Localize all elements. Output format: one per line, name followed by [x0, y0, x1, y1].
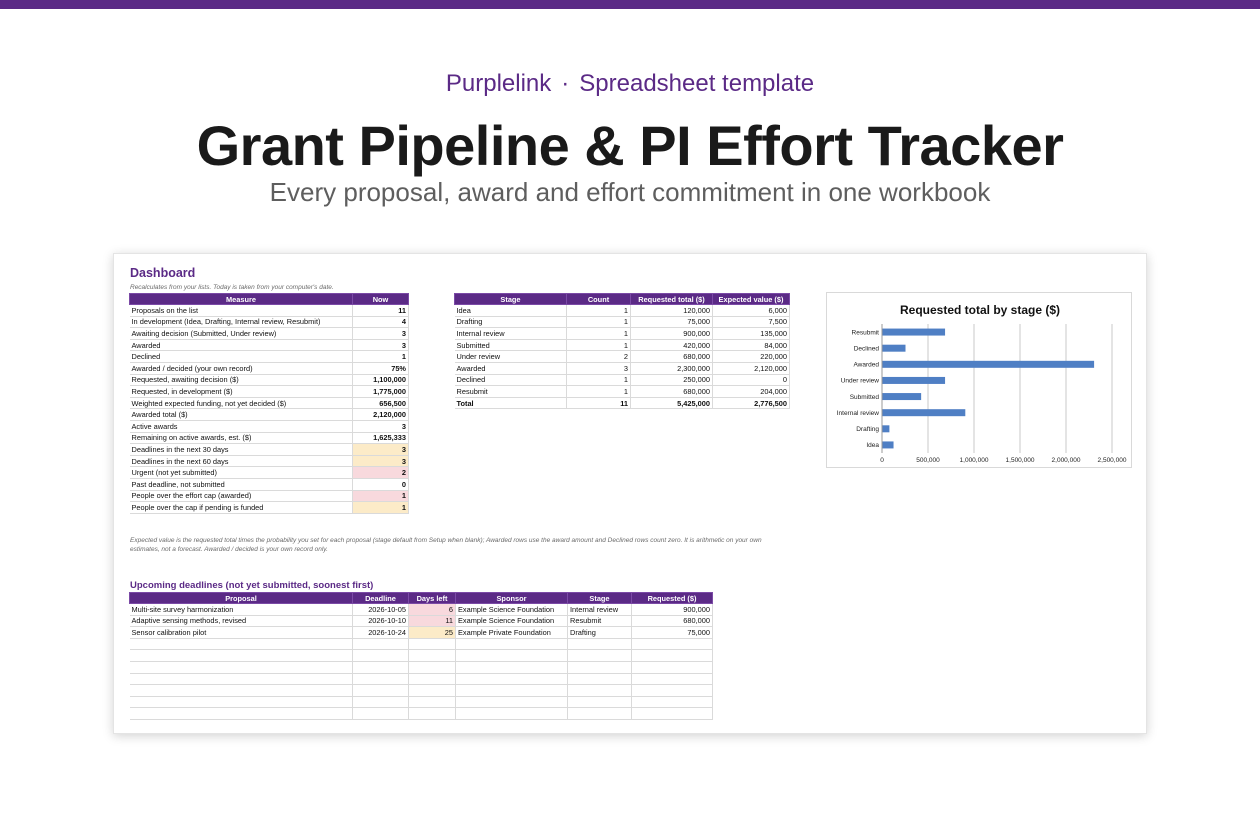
table-row	[130, 316, 409, 328]
value-cell[interactable]: 75%	[353, 362, 409, 374]
stage-cell[interactable]: Drafting	[455, 316, 567, 328]
deadline-cell[interactable]: 2026-10-24	[353, 627, 409, 639]
requested-cell[interactable]: 250,000	[631, 374, 713, 386]
empty-cell[interactable]	[130, 661, 353, 673]
value-cell[interactable]: 1	[353, 490, 409, 502]
top-accent-bar	[0, 0, 1260, 9]
column-header-requested-total[interactable]: Requested total ($)	[631, 294, 713, 305]
measure-cell[interactable]: Proposals on the list	[130, 305, 353, 317]
empty-row	[130, 696, 713, 708]
empty-cell[interactable]	[130, 696, 353, 708]
empty-cell[interactable]	[568, 638, 632, 650]
upcoming-deadlines-title: Upcoming deadlines (not yet submitted, soonest first)	[130, 580, 374, 591]
requested-by-stage-chart[interactable]	[826, 292, 1132, 468]
measure-cell[interactable]: Deadlines in the next 30 days	[130, 444, 353, 456]
empty-cell[interactable]	[353, 696, 409, 708]
expected-cell[interactable]: 7,500	[713, 316, 790, 328]
measure-cell[interactable]: Awarded total ($)	[130, 409, 353, 421]
y-category-label: Internal review	[836, 409, 879, 417]
count-cell[interactable]: 1	[567, 374, 631, 386]
page-title: Grant Pipeline & PI Effort Tracker	[196, 114, 1064, 177]
stage-cell[interactable]: Submitted	[455, 339, 567, 351]
table-row	[455, 351, 790, 363]
upcoming-deadlines-table	[129, 592, 713, 720]
table-row	[130, 478, 409, 490]
y-category-label: Drafting	[856, 426, 879, 434]
column-header-proposal[interactable]: Proposal	[130, 593, 353, 604]
count-cell[interactable]: 2	[567, 351, 631, 363]
expected-cell[interactable]: 135,000	[713, 328, 790, 340]
requested-cell[interactable]: 420,000	[631, 339, 713, 351]
days-left-cell[interactable]: 11	[409, 615, 456, 627]
table-row	[130, 615, 713, 627]
empty-cell[interactable]	[130, 673, 353, 685]
empty-cell[interactable]	[568, 685, 632, 697]
table-row	[130, 374, 409, 386]
expected-cell[interactable]: 204,000	[713, 386, 790, 398]
bar[interactable]	[883, 377, 946, 384]
measure-cell[interactable]: Past deadline, not submitted	[130, 478, 353, 490]
empty-cell[interactable]	[456, 650, 568, 662]
bar[interactable]	[883, 425, 890, 432]
empty-cell[interactable]	[130, 650, 353, 662]
bar[interactable]	[883, 345, 906, 352]
table-row	[130, 432, 409, 444]
empty-cell[interactable]	[632, 638, 713, 650]
requested-cell[interactable]: 75,000	[632, 627, 713, 639]
value-cell[interactable]: 1,100,000	[353, 374, 409, 386]
value-cell[interactable]: 3	[353, 339, 409, 351]
value-cell[interactable]: 1,625,333	[353, 432, 409, 444]
total-row	[455, 397, 790, 409]
table-row	[455, 305, 790, 317]
total-count-cell[interactable]: 11	[567, 397, 631, 409]
stage-cell[interactable]: Idea	[455, 305, 567, 317]
table-row	[130, 305, 409, 317]
empty-cell[interactable]	[568, 696, 632, 708]
total-stage-cell[interactable]: Total	[455, 397, 567, 409]
value-cell[interactable]: 4	[353, 316, 409, 328]
measure-cell[interactable]: Awarded	[130, 339, 353, 351]
brand-line	[0, 70, 1260, 98]
table-row	[130, 328, 409, 340]
x-tick-label: 500,000	[916, 457, 940, 464]
x-tick-label: 1,500,000	[1005, 457, 1035, 464]
stage-table	[454, 293, 790, 409]
days-left-cell[interactable]: 6	[409, 604, 456, 616]
bar[interactable]	[883, 361, 1095, 368]
proposal-cell[interactable]: Multi-site survey harmonization	[130, 604, 353, 616]
empty-row	[130, 708, 713, 720]
value-cell[interactable]: 1,775,000	[353, 386, 409, 398]
value-cell[interactable]: 1	[353, 351, 409, 363]
y-category-label: Awarded	[853, 361, 879, 369]
table-row	[130, 444, 409, 456]
requested-cell[interactable]: 120,000	[631, 305, 713, 317]
deadline-cell[interactable]: 2026-10-10	[353, 615, 409, 627]
requested-cell[interactable]: 680,000	[632, 615, 713, 627]
stage-cell[interactable]: Awarded	[455, 362, 567, 374]
table-row	[130, 490, 409, 502]
count-cell[interactable]: 1	[567, 386, 631, 398]
value-cell[interactable]: 2,120,000	[353, 409, 409, 421]
y-category-label: Declined	[853, 345, 879, 353]
bar[interactable]	[883, 441, 894, 448]
requested-cell[interactable]: 2,300,000	[631, 362, 713, 374]
empty-cell[interactable]	[632, 685, 713, 697]
count-cell[interactable]: 1	[567, 328, 631, 340]
empty-row	[130, 673, 713, 685]
value-cell[interactable]: 656,500	[353, 397, 409, 409]
table-row	[455, 386, 790, 398]
empty-cell[interactable]	[353, 685, 409, 697]
empty-cell[interactable]	[632, 696, 713, 708]
empty-cell[interactable]	[456, 696, 568, 708]
requested-cell[interactable]: 900,000	[632, 604, 713, 616]
requested-cell[interactable]: 75,000	[631, 316, 713, 328]
column-header-now[interactable]: Now	[353, 294, 409, 305]
measure-cell[interactable]: Remaining on active awards, est. ($)	[130, 432, 353, 444]
expected-value-footnote: Expected value is the requested total times the probability you set for each proposal (stage default from Setup when blank); Awarded rows use the award amount and Declined rows count zero. It is arithmetic on your own estimates, not a forecast. Awarded / decided is your own record only.	[130, 537, 762, 553]
empty-cell[interactable]	[409, 673, 456, 685]
empty-cell[interactable]	[632, 708, 713, 720]
empty-row	[130, 661, 713, 673]
x-tick-label: 0	[880, 457, 884, 464]
brand-kind: Spreadsheet template	[579, 70, 815, 97]
empty-cell[interactable]	[353, 650, 409, 662]
total-requested-cell[interactable]: 5,425,000	[631, 397, 713, 409]
table-row	[130, 604, 713, 616]
empty-cell[interactable]	[568, 661, 632, 673]
empty-cell[interactable]	[353, 673, 409, 685]
empty-cell[interactable]	[456, 661, 568, 673]
value-cell[interactable]: 1	[353, 502, 409, 514]
stage-cell[interactable]: Drafting	[568, 627, 632, 639]
empty-cell[interactable]	[456, 708, 568, 720]
sponsor-cell[interactable]: Example Private Foundation	[456, 627, 568, 639]
measure-cell[interactable]: Urgent (not yet submitted)	[130, 467, 353, 479]
measure-cell[interactable]: Awarded / decided (your own record)	[130, 362, 353, 374]
table-row	[130, 386, 409, 398]
table-row	[455, 339, 790, 351]
column-header-stage[interactable]: Stage	[455, 294, 567, 305]
table-row	[130, 467, 409, 479]
page-subtitle: Every proposal, award and effort commitment in one workbook	[269, 177, 991, 207]
bar[interactable]	[883, 409, 966, 416]
table-row	[130, 627, 713, 639]
expected-cell[interactable]: 0	[713, 374, 790, 386]
brand-separator: ·	[561, 70, 570, 97]
empty-cell[interactable]	[130, 638, 353, 650]
empty-cell[interactable]	[632, 650, 713, 662]
bar[interactable]	[883, 393, 922, 400]
empty-row	[130, 685, 713, 697]
value-cell[interactable]: 11	[353, 305, 409, 317]
empty-cell[interactable]	[409, 661, 456, 673]
value-cell[interactable]: 3	[353, 444, 409, 456]
table-row	[455, 328, 790, 340]
empty-cell[interactable]	[456, 685, 568, 697]
requested-cell[interactable]: 680,000	[631, 386, 713, 398]
column-header-days-left[interactable]: Days left	[409, 593, 456, 604]
empty-row	[130, 650, 713, 662]
measure-cell[interactable]: People over the effort cap (awarded)	[130, 490, 353, 502]
value-cell[interactable]: 3	[353, 455, 409, 467]
sponsor-cell[interactable]: Example Science Foundation	[456, 615, 568, 627]
table-row	[455, 316, 790, 328]
bar[interactable]	[883, 329, 946, 336]
empty-cell[interactable]	[409, 696, 456, 708]
table-row	[455, 362, 790, 374]
dashboard-note: Recalculates from your lists. Today is taken from your computer's date.	[130, 284, 334, 291]
bar-chart-svg	[827, 293, 1133, 469]
expected-cell[interactable]: 6,000	[713, 305, 790, 317]
expected-cell[interactable]: 2,120,000	[713, 362, 790, 374]
value-cell[interactable]: 3	[353, 420, 409, 432]
empty-cell[interactable]	[456, 638, 568, 650]
stage-cell[interactable]: Internal review	[568, 604, 632, 616]
table-row	[130, 502, 409, 514]
expected-cell[interactable]: 220,000	[713, 351, 790, 363]
empty-cell[interactable]	[568, 650, 632, 662]
measure-cell[interactable]: Requested, in development ($)	[130, 386, 353, 398]
empty-cell[interactable]	[409, 685, 456, 697]
y-category-label: Submitted	[849, 393, 879, 401]
empty-cell[interactable]	[353, 661, 409, 673]
x-tick-label: 2,000,000	[1051, 457, 1081, 464]
column-header-stage[interactable]: Stage	[568, 593, 632, 604]
table-row	[130, 420, 409, 432]
empty-cell[interactable]	[353, 638, 409, 650]
empty-cell[interactable]	[632, 661, 713, 673]
table-row	[130, 397, 409, 409]
x-tick-label: 1,000,000	[959, 457, 989, 464]
measure-cell[interactable]: Requested, awaiting decision ($)	[130, 374, 353, 386]
x-tick-label: 2,500,000	[1097, 457, 1127, 464]
empty-cell[interactable]	[130, 708, 353, 720]
measure-cell[interactable]: In development (Idea, Drafting, Internal review, Resubmit)	[130, 316, 353, 328]
days-left-cell[interactable]: 25	[409, 627, 456, 639]
chart-title: Requested total by stage ($)	[899, 303, 1061, 317]
stage-cell[interactable]: Internal review	[455, 328, 567, 340]
column-header-measure[interactable]: Measure	[130, 294, 353, 305]
column-header-count[interactable]: Count	[567, 294, 631, 305]
count-cell[interactable]: 1	[567, 339, 631, 351]
measure-cell[interactable]: Deadlines in the next 60 days	[130, 455, 353, 467]
sponsor-cell[interactable]: Example Science Foundation	[456, 604, 568, 616]
empty-cell[interactable]	[409, 708, 456, 720]
y-category-label: Under review	[840, 377, 879, 385]
column-header-sponsor[interactable]: Sponsor	[456, 593, 568, 604]
measure-cell[interactable]: Active awards	[130, 420, 353, 432]
proposal-cell[interactable]: Adaptive sensing methods, revised	[130, 615, 353, 627]
expected-cell[interactable]: 84,000	[713, 339, 790, 351]
requested-cell[interactable]: 900,000	[631, 328, 713, 340]
spreadsheet-preview	[113, 253, 1147, 734]
empty-cell[interactable]	[409, 650, 456, 662]
empty-cell[interactable]	[456, 673, 568, 685]
brand-name[interactable]: Purplelink	[445, 70, 552, 97]
requested-cell[interactable]: 680,000	[631, 351, 713, 363]
stage-cell[interactable]: Under review	[455, 351, 567, 363]
empty-row	[130, 638, 713, 650]
table-row	[130, 362, 409, 374]
dashboard-table	[129, 293, 409, 514]
column-header-expected-value[interactable]: Expected value ($)	[713, 294, 790, 305]
y-category-label: Idea	[866, 442, 879, 450]
column-header-requested[interactable]: Requested ($)	[632, 593, 713, 604]
measure-cell[interactable]: People over the cap if pending is funded	[130, 502, 353, 514]
table-row	[455, 374, 790, 386]
table-row	[130, 339, 409, 351]
stage-cell[interactable]: Declined	[455, 374, 567, 386]
proposal-cell[interactable]: Sensor calibration pilot	[130, 627, 353, 639]
y-category-label: Resubmit	[851, 329, 879, 337]
count-cell[interactable]: 3	[567, 362, 631, 374]
table-row	[130, 455, 409, 467]
measure-cell[interactable]: Declined	[130, 351, 353, 363]
empty-cell[interactable]	[632, 673, 713, 685]
total-expected-cell[interactable]: 2,776,500	[713, 397, 790, 409]
column-header-deadline[interactable]: Deadline	[353, 593, 409, 604]
table-row	[130, 409, 409, 421]
empty-cell[interactable]	[568, 673, 632, 685]
measure-cell[interactable]: Weighted expected funding, not yet decided ($)	[130, 397, 353, 409]
count-cell[interactable]: 1	[567, 305, 631, 317]
table-row	[130, 351, 409, 363]
dashboard-title: Dashboard	[130, 266, 196, 280]
empty-cell[interactable]	[568, 708, 632, 720]
value-cell[interactable]: 3	[353, 328, 409, 340]
stage-cell[interactable]: Resubmit	[455, 386, 567, 398]
empty-cell[interactable]	[130, 685, 353, 697]
value-cell[interactable]: 2	[353, 467, 409, 479]
value-cell[interactable]: 0	[353, 478, 409, 490]
empty-cell[interactable]	[353, 708, 409, 720]
stage-cell[interactable]: Resubmit	[568, 615, 632, 627]
count-cell[interactable]: 1	[567, 316, 631, 328]
measure-cell[interactable]: Awaiting decision (Submitted, Under review)	[130, 328, 353, 340]
empty-cell[interactable]	[409, 638, 456, 650]
deadline-cell[interactable]: 2026-10-05	[353, 604, 409, 616]
